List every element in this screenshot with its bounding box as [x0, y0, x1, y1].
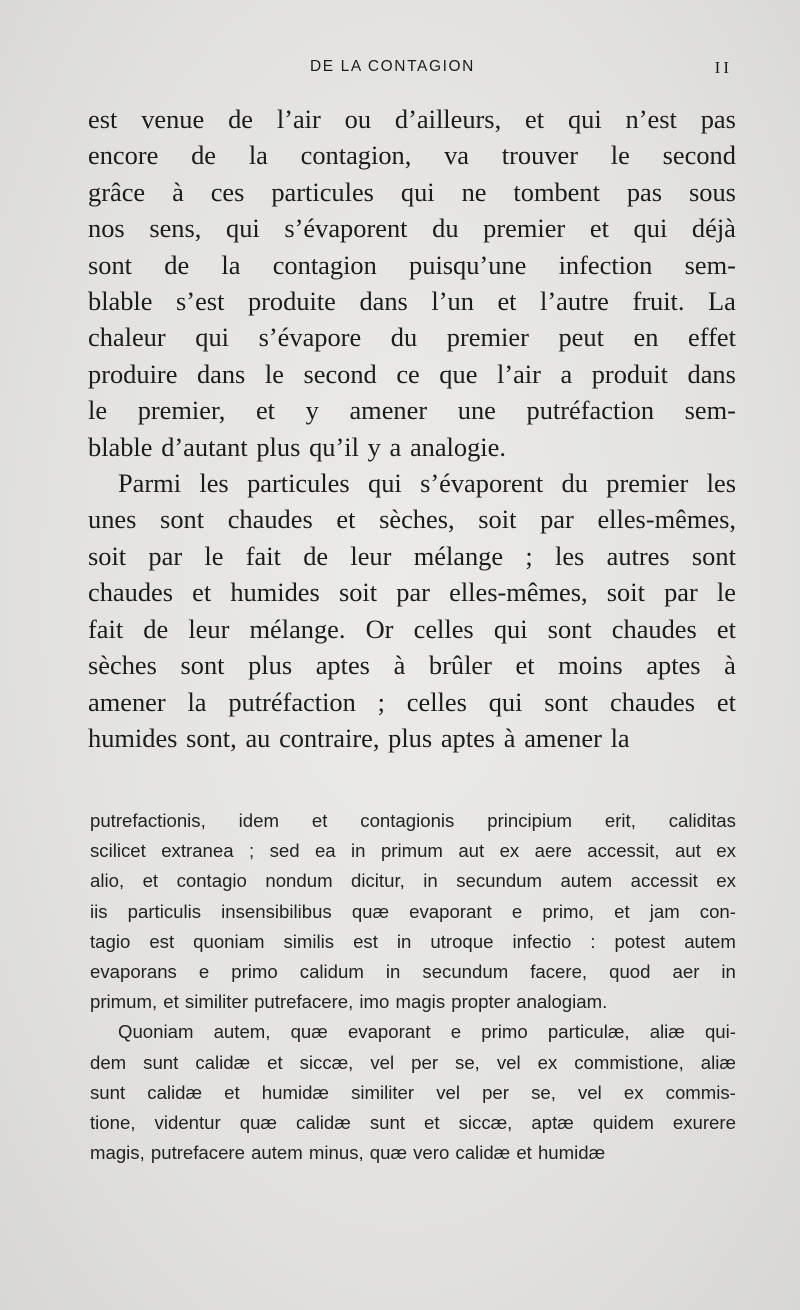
french-text-body	[88, 101, 736, 756]
page-number: II	[714, 58, 732, 77]
note-line: magis, putrefacere autem minus, quæ vero calidæ et humidæ	[90, 1142, 606, 1164]
text-line: produire dans le second ce que l’air a produit dans	[88, 358, 736, 389]
latin-footnotes	[90, 806, 736, 1168]
note-line: tione, videntur quæ calidæ sunt et siccæ, aptæ quidem exurere	[90, 1112, 736, 1134]
note-line: tagio est quoniam similis est in utroque infectio : potest autem	[90, 930, 736, 952]
note-line: alio, et contagio nondum dicitur, in secundum autem accessit ex	[90, 870, 736, 892]
note-line: dem sunt calidæ et siccæ, vel per se, vel ex commistione, aliæ	[90, 1051, 736, 1073]
note-line: primum, et similiter putrefacere, imo magis propter analogiam.	[90, 991, 608, 1013]
text-line: chaudes et humides soit par elles-mêmes, soit par le	[88, 577, 736, 608]
text-line: grâce à ces particules qui ne tombent pas sous	[88, 176, 736, 207]
text-line: chaleur qui s’évapore du premier peut en effet	[88, 322, 736, 353]
text-line: nos sens, qui s’évaporent du premier et qui déjà	[88, 213, 736, 244]
text-line: le premier, et y amener une putréfaction sem-	[88, 395, 736, 426]
page-header	[88, 58, 732, 82]
text-line: Parmi les particules qui s’évaporent du premier les	[118, 468, 736, 499]
note-line: evaporans e primo calidum in secundum facere, quod aer in	[90, 961, 736, 983]
note-line: Quoniam autem, quæ evaporant e primo particulæ, aliæ qui-	[118, 1021, 736, 1043]
text-line: amener la putréfaction ; celles qui sont chaudes et	[88, 686, 736, 717]
text-line: fait de leur mélange. Or celles qui sont chaudes et	[88, 613, 736, 644]
text-line: sont de la contagion puisqu’une infection sem-	[88, 249, 736, 280]
text-line: sèches sont plus aptes à brûler et moins aptes à	[88, 650, 736, 681]
text-line: blable s’est produite dans l’un et l’autre fruit. La	[88, 286, 736, 317]
text-line: unes sont chaudes et sèches, soit par elles-mêmes,	[88, 504, 736, 535]
text-line: humides sont, au contraire, plus aptes à amener la	[88, 722, 630, 753]
text-line: blable d’autant plus qu’il y a analogie.	[88, 431, 506, 462]
note-line: scilicet extranea ; sed ea in primum aut ex aere accessit, aut ex	[90, 840, 736, 862]
text-line: encore de la contagion, va trouver le second	[88, 140, 736, 171]
running-title: DE LA CONTAGION	[310, 58, 475, 75]
text-line: est venue de l’air ou d’ailleurs, et qui n’est pas	[88, 104, 736, 134]
text-line: soit par le fait de leur mélange ; les autres sont	[88, 540, 736, 571]
note-line: putrefactionis, idem et contagionis principium erit, caliditas	[90, 810, 736, 831]
note-line: iis particulis insensibilibus quæ evaporant e primo, et jam con-	[90, 900, 736, 922]
note-line: sunt calidæ et humidæ similiter vel per se, vel ex commis-	[90, 1081, 736, 1103]
